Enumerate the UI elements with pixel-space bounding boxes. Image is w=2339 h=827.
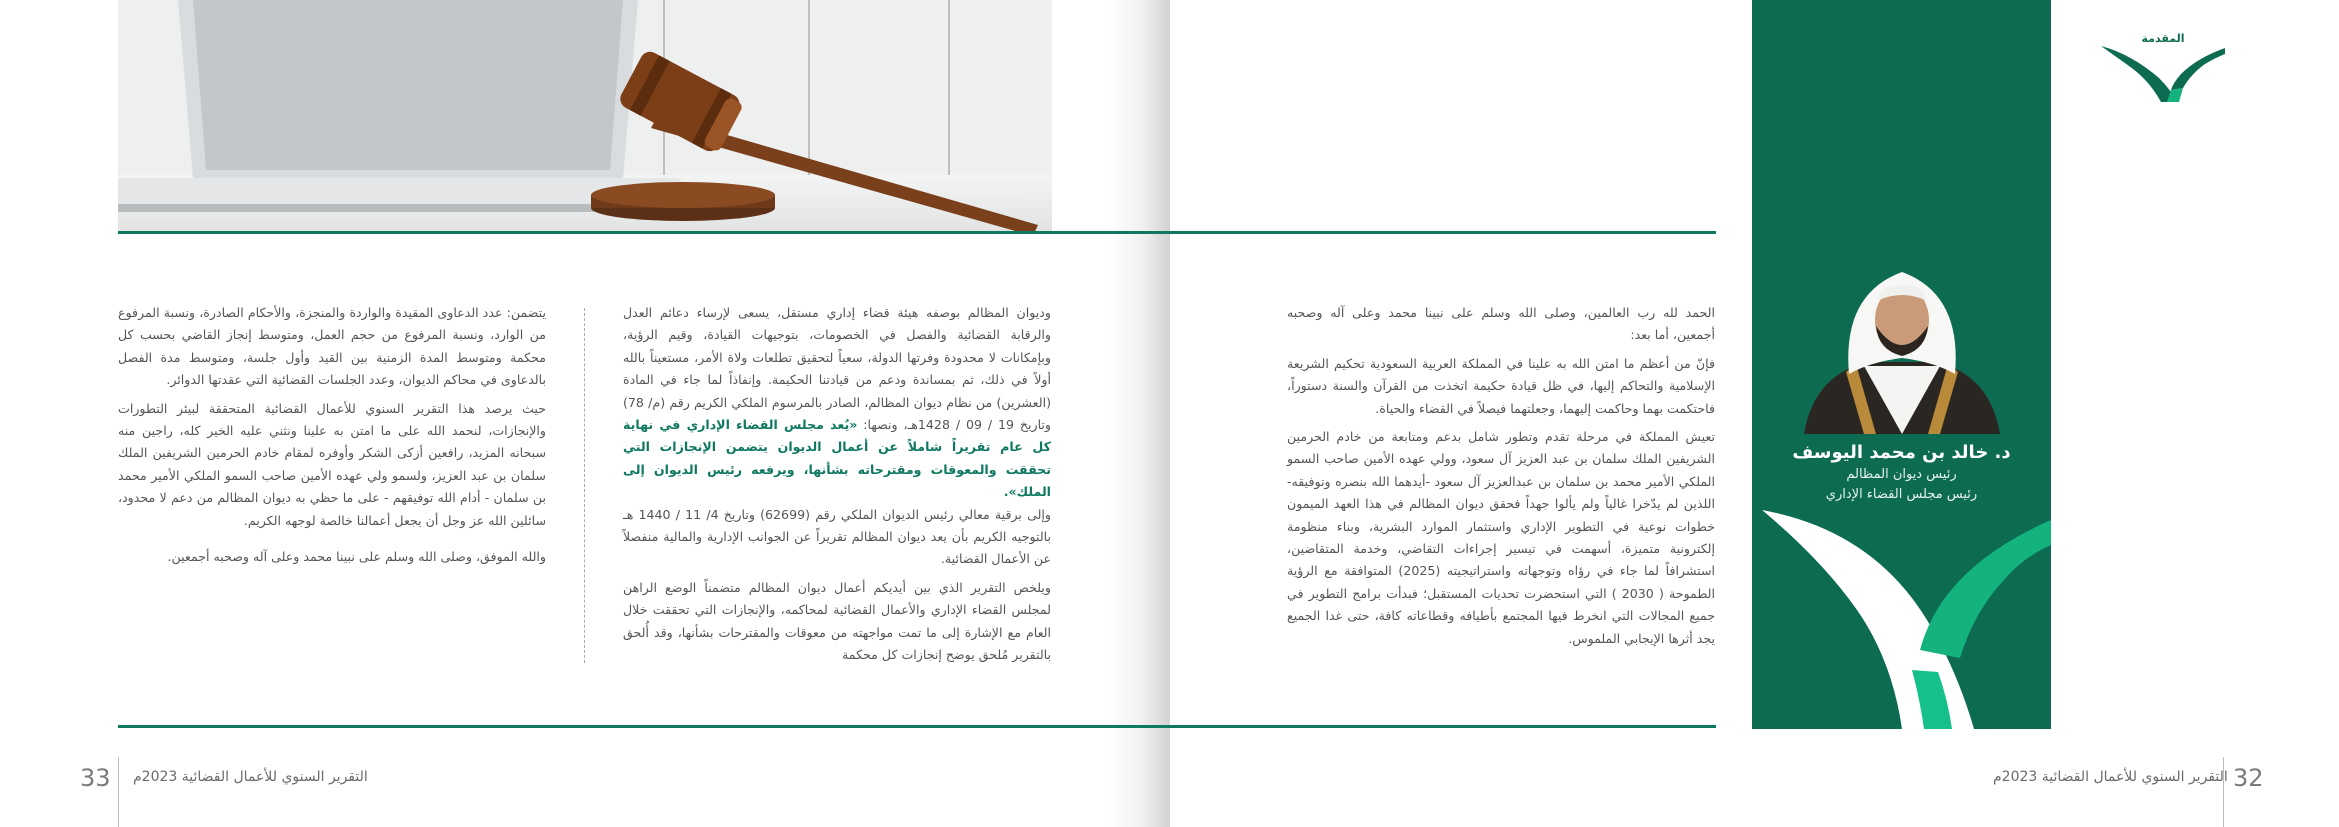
page-number: 33 <box>80 764 111 792</box>
column-divider <box>584 308 585 663</box>
paragraph-text: وديوان المظالم بوصفه هيئة قضاء إداري مستقل، يسعى لإرساء دعائم العدل والرقابة القضائية والفصل في الخصومات، بتوجيهات القيادة، وقيم الرؤية، وبإمكانات لا محدودة وفرتها الدولة، سعياً لتحقيق تطلعات ولاة الأمر، مستعيناً بالله أولاً في ذلك، ثم بمساندة ودعم من قيادتنا الحكيمة. وإنفاذاً لما جاء في المادة (العشرين) من نظام ديوان المظالم، الصادر بالمرسوم الملكي الكريم رقم (م/ 78) وتاريخ 19 / 09 / 1428هـ، ونصها: <box>623 305 1052 433</box>
portrait-photo <box>1794 254 2010 434</box>
footer-title: التقرير السنوي للأعمال القضائية 2023م <box>1993 769 2228 785</box>
paragraph: تعيش المملكة في مرحلة تقدم وتطور شامل بدعم ومتابعة من خادم الحرمين الشريفين الملك سلمان بن عبد العزيز آل سعود، وولي عهده الأمين صاحب السمو الملكي الأمير محمد بن سلمان بن عبدالعزيز آل سعود -أيدهما الله بنصره وتوفيقه- اللذين لم يدّخرا غالياً ولم يألوا جهداً فحقق ديوان المظالم في هذا العهد الميمون خطوات نوعية في التطوير الإداري واستثمار الموارد البشرية، وبناء منظومة إلكترونية متميزة، أسهمت في تيسير إجراءات التقاضي، وخدمة المتقاضين، استشرافاً لما جاء في رؤاه وتوجهاته واستراتيجيته (2025) المتوافقة مع الرؤية الطموحة ( 2030 ) التي استحضرت تحديات المستقبل؛ فبدأت برامج التطوير في جميع المجالات التي انخرط فيها المجتمع بأطيافه وقطاعاته كافة، حتى غدا الجميع يجد أثرها الإيجابي الملموس. <box>1287 429 1715 646</box>
footer-title: التقرير السنوي للأعمال القضائية 2023م <box>133 769 368 785</box>
text-column-left <box>118 302 546 574</box>
paragraph: حيث يرصد هذا التقرير السنوي للأعمال القضائية المتحققة لبيئر التطورات والإنجازات، لنحمد الله على ما امتن به علينا ونثني عليه الخير كله، راجين منه سبحانه المزيد، رافعين أزكى الشكر وأوفره لمقام خادم الحرمين الشريفين الملك سلمان بن عبد العزيز، ولسمو ولي عهده الأمين صاحب السمو الملكي الأمير محمد بن سلمان - أدام الله توفيقهم - على ما حظي به ديوان المظالم من دعم لا محدود، سائلين الله عز وجل أن يجعل أعمالنا خالصة لوجهه الكريم. <box>118 400 546 528</box>
section-label: المقدمة <box>2141 32 2185 45</box>
paragraph: الحمد لله رب العالمين، وصلى الله وسلم على نبينا محمد وعلى آله وصحبه أجمعين، أما بعد: <box>1287 305 1715 343</box>
profile-name: د. خالد بن محمد اليوسف <box>1792 442 2011 463</box>
profile-panel <box>1752 0 2051 729</box>
paragraph: ويلخص التقرير الذي بين أيديكم أعمال ديوان المظالم متضمناً الوضع الراهن لمجلس القضاء الإداري والأعمال القضائية لمحاكمه، والإنجازات التي تحققت خلال العام مع الإشارة إلى ما تمت مواجهته من معوقات والمقترحات بشأنها، وقد أُلحق بالتقرير مُلحق يوضح إنجازات كل محكمة <box>623 579 1051 663</box>
bottom-green-rule <box>118 725 1716 728</box>
paragraph: وإلى برقية معالي رئيس الديوان الملكي رقم (62699) وتاريخ 4/ 11 / 1440 هـ بالتوجيه الكريم بأن يعد ديوان المظالم تقريراً عن الجوانب الإدارية والمالية منفصلاً عن الأعمال القضائية. <box>623 506 1052 567</box>
profile-title-2: رئيس مجلس القضاء الإداري <box>1825 487 1978 502</box>
footer-divider <box>2223 757 2224 827</box>
highlighted-quote: «يُعد مجلس القضاء الإداري في نهاية كل عام تقريراً شاملاً عن أعمال الديوان يتضمن الإنجازات التي تحققت والمعوقات ومقترحاته بشأنها، ويرفعه رئيس الديوان إلى الملك». <box>623 417 1051 500</box>
top-green-rule <box>118 231 1716 234</box>
paragraph: يتضمن: عدد الدعاوى المقيدة والواردة والمنجزة، والأحكام الصادرة، ونسبة المرفوع من الوارد، ونسبة المرفوع من حجم العمل، ومتوسط إنجاز القاضي بحسب كل محكمة ومتوسط المدة الزمنية بين القيد وأول جلسة، ومتوسط مدة الفصل بالدعاوى في محاكم الديوان، وعدد الجلسات القضائية التي عقدتها الدوائر. <box>118 305 546 388</box>
profile-title-1: رئيس ديوان المظالم <box>1846 467 1957 482</box>
intro-text-column <box>1287 302 1715 656</box>
closing-paragraph: والله الموفق، وصلى الله وسلم على نبينا محمد وعلى آله وصحبه أجمعين. <box>167 549 546 565</box>
decorative-swoosh <box>1752 500 2051 729</box>
gavel-laptop-illustration <box>118 0 1052 231</box>
footer-divider <box>118 757 119 827</box>
paragraph <box>623 302 1051 504</box>
text-column-right <box>623 302 1051 673</box>
page-number: 32 <box>2233 764 2264 792</box>
gavel-laptop-photo <box>118 0 1052 231</box>
paragraph: فإنّ من أعظم ما امتن الله به علينا في المملكة العربية السعودية تحكيم الشريعة الإسلامية والتحاكم إليها، في ظل قيادة حكيمة اتخذت من القرآن والسنة دستوراً، فاحتكمت بهما وحاكمت إليهما، وجعلتهما فيصلاً في القضاء والحياة. <box>1287 355 1715 416</box>
